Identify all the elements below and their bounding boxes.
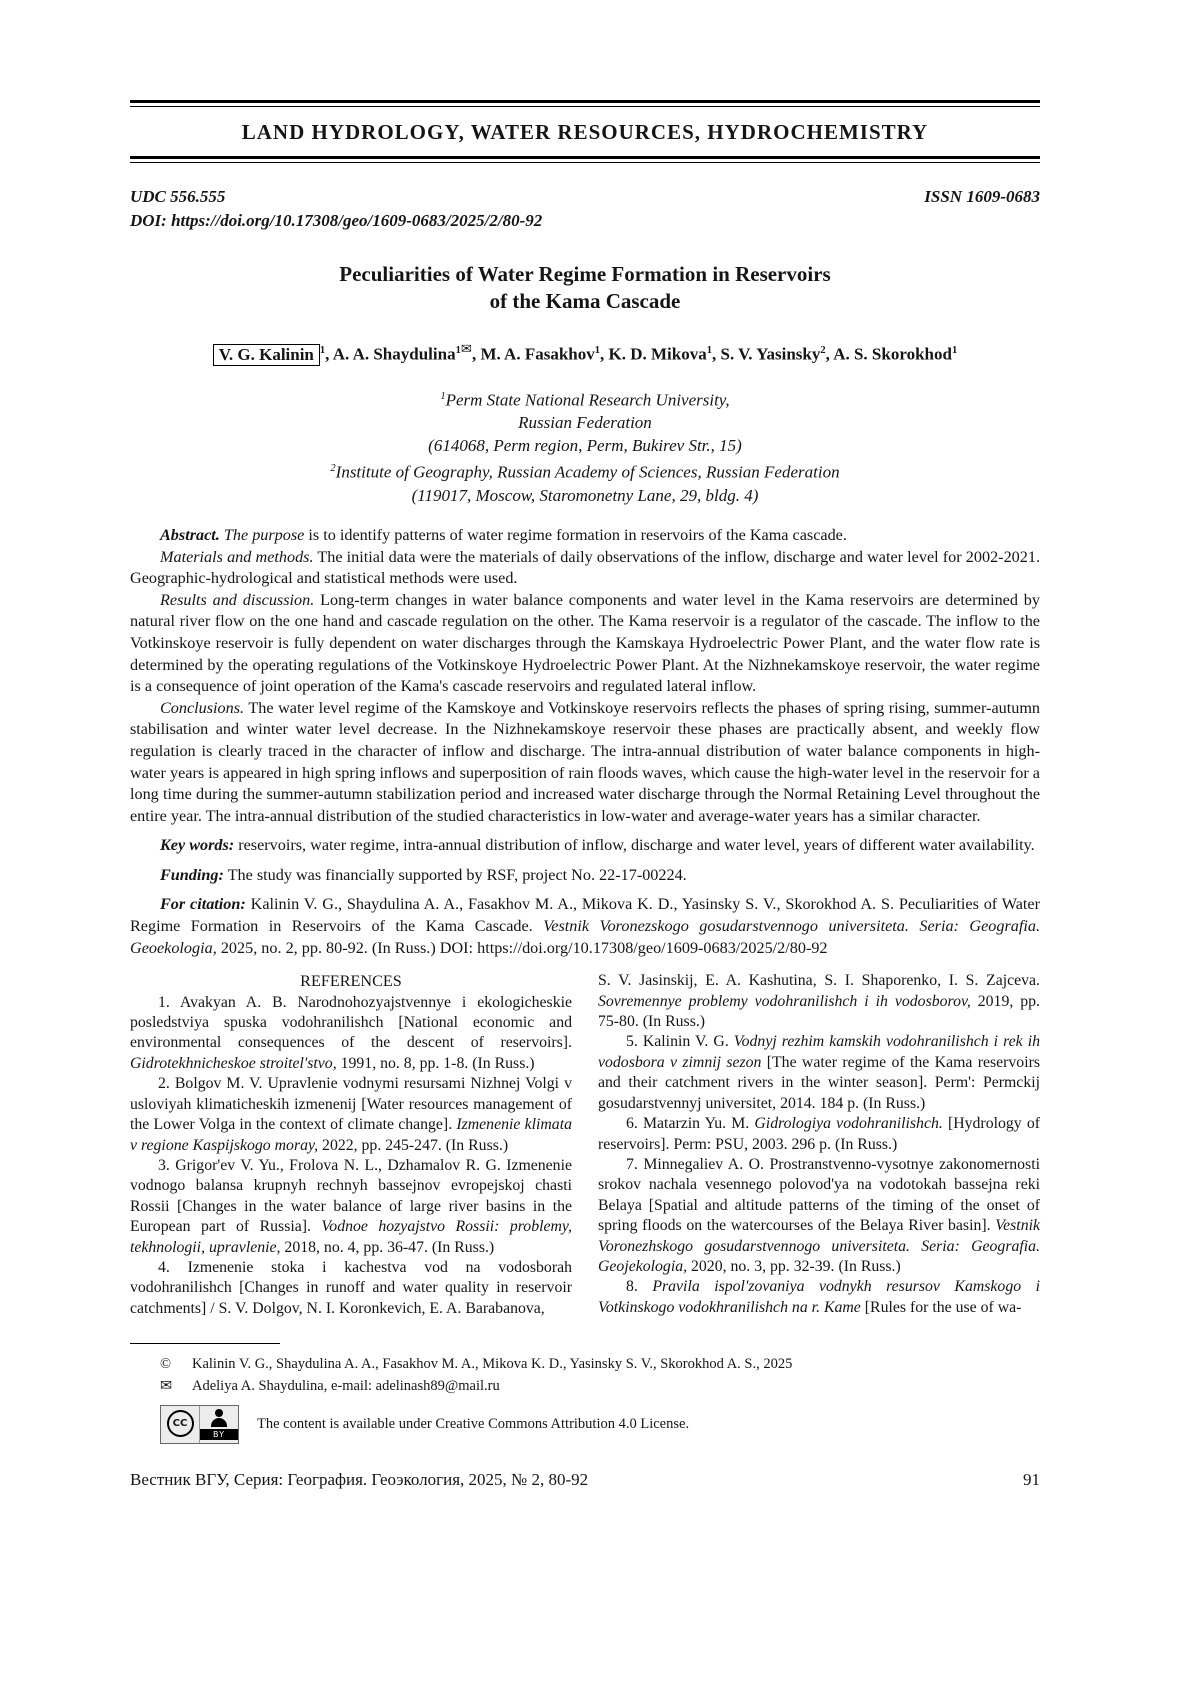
text-segment: Vodnoe hozyajstvo Rossii: problemy, tekhnologii, upravlenie, — [130, 1218, 572, 1256]
copyright-icon: © — [160, 1356, 172, 1373]
citation-paragraph — [130, 894, 1040, 959]
text-segment: Long-term changes in water balance components and water level in the Kama reservoirs are determined by natural river flow on the one hand and cascade regulation on the other. The Kama reservoir is a regulator of the cascade. The inflow to the Votkinskoye reservoir is fully dependent on water discharges through the Kamskaya Hydroelectric Power Plant, and the water flow rate is determined by the operating regulations of the Votkinskoye Hydroelectric Power Plant. At the Nizhnekamskoye reservoir, the water regime is a consequence of joint operation of the Kama's cascade reservoirs and regulated lateral inflow. — [130, 590, 1040, 696]
article-title-line2: of the Kama Cascade — [489, 289, 681, 313]
cc-circle-label: CC — [167, 1410, 194, 1437]
text-segment: Funding: — [160, 865, 224, 884]
text-segment: 6. Matarzin Yu. M. — [626, 1115, 755, 1133]
header-bottom-rule-thin — [130, 162, 1040, 163]
text-segment: The water level regime of the Kamskoye and Votkinskoye reservoirs reflects the phases of spring rising, summer-autumn stabilisation and winter water level decrease. In the Nizhnekamskoye reservoir these phases are practically absent, and weekly flow regulation is clearly traced in the character of inflow and discharge. The intra-annual distribution of water balance components in high-water years is appeared in high spring inflows and superposition of rain floods waves, which cause the high-water level in the reservoir for a long time during the summer-autumn stabilization period and increased water discharge through the Normal Retaining Level throughout the entire year. The intra-annual distribution of the studied characteristics in low-water and average-water years has a similar character. — [130, 698, 1040, 825]
text-segment: [Hydrology of reservoirs]. Perm: PSU, 2003. 296 p. (In Russ.) — [598, 1115, 1040, 1153]
text-segment: Perm State National Research University, — [445, 390, 730, 410]
text-segment: Sovremennye problemy vodohranilishch i ih vodosborov, — [598, 992, 971, 1010]
superscript-marker: 1 — [440, 390, 446, 402]
affiliation-line — [130, 457, 1040, 484]
text-segment: Conclusions. — [160, 698, 245, 717]
superscript-marker: 1 — [594, 345, 601, 356]
text-segment: For citation: — [160, 895, 246, 914]
references-right-column — [598, 971, 1040, 1319]
superscript-marker: 1 — [319, 345, 326, 356]
affiliations-block — [130, 385, 1040, 507]
license-text: The content is available under Creative Commons Attribution 4.0 License. — [257, 1416, 690, 1433]
reference-item-4 — [130, 1258, 572, 1319]
methods-paragraph — [130, 547, 1040, 590]
text-segment: 2020, no. 3, pp. 32-39. (In Russ.) — [687, 1257, 901, 1275]
text-segment: Vestnik Voronezhskogo gosudarstvennogo universiteta. Seria: Geografia. Geojekologia, — [598, 1217, 1040, 1275]
top-rule-thick — [130, 100, 1040, 103]
text-segment: 2022, pp. 245-247. (In Russ.) — [318, 1136, 509, 1154]
mail-icon: ✉ — [160, 1378, 173, 1395]
text-segment: , A. A. Shaydulina — [325, 344, 456, 364]
affiliation-line — [130, 484, 1040, 507]
journal-citation-line: Вестник ВГУ, Серия: География. Геоэкология, 2025, № 2, 80-92 — [130, 1470, 589, 1490]
footnote-divider — [130, 1343, 280, 1344]
meta-row — [130, 187, 1040, 207]
affiliation-line — [130, 434, 1040, 457]
text-segment: Russian Federation — [518, 413, 652, 433]
abstract-paragraph — [130, 525, 1040, 547]
text-segment: 5. Kalinin V. G. — [626, 1033, 734, 1051]
contact-line — [130, 1378, 1040, 1395]
issn-label: ISSN 1609-0683 — [924, 187, 1040, 206]
superscript-marker: 1 — [706, 345, 713, 356]
text-segment: 8. — [626, 1278, 653, 1296]
text-segment: (119017, Moscow, Staromonetny Lane, 29, bldg. 4) — [411, 485, 759, 505]
doi-link[interactable]: DOI: https://doi.org/10.17308/geo/1609-0683/2025/2/80-92 — [130, 211, 543, 230]
contact-email[interactable]: Adeliya A. Shaydulina, e-mail: adelinash89@mail.ru — [192, 1378, 500, 1395]
copyright-text: Kalinin V. G., Shaydulina A. A., Fasakhov M. A., Mikova K. D., Yasinsky S. V., Skorokhod A. S., 2025 — [192, 1356, 793, 1373]
abstract-section — [130, 525, 1040, 959]
text-segment: , S. V. Yasinsky — [712, 344, 821, 364]
results-paragraph — [130, 590, 1040, 698]
article-title-line1: Peculiarities of Water Regime Formation in Reservoirs — [339, 262, 831, 286]
text-segment: [The water regime of the Kama reservoirs and their catchment rivers in the winter season]. Perm': Permckij gosudarstvennyj universitet, 2014. 184 p. (In Russ.) — [598, 1053, 1040, 1112]
footnote-block — [130, 1343, 1040, 1444]
text-segment: The purpose — [223, 525, 305, 544]
reference-item-8 — [598, 1277, 1040, 1318]
reference-item-7 — [598, 1155, 1040, 1277]
superscript-marker: 2 — [330, 463, 336, 475]
boxed-author-name: V. G. Kalinin — [213, 344, 320, 366]
funding-paragraph — [130, 865, 1040, 887]
text-segment: Gidrotekhnicheskoe stroitel'stvo — [130, 1054, 333, 1072]
license-row — [130, 1405, 1040, 1444]
cc-icon — [161, 1406, 199, 1440]
text-segment: Materials and methods. — [160, 547, 314, 566]
text-segment: Vestnik Voronezskogo gosudarstvennogo universiteta. Seria: Geografia. Geoekologia — [130, 917, 1040, 957]
reference-item-1 — [130, 993, 572, 1075]
person-body-shape — [211, 1418, 227, 1427]
text-segment: Vodnyj rezhim kamskih vodohranilishch i rek ih vodosbora v zimnij sezon — [598, 1033, 1040, 1071]
by-strip-label: BY — [200, 1429, 238, 1440]
text-segment: , K. D. Mikova — [600, 344, 707, 364]
text-segment: , 1991, no. 8, pp. 1-8. (In Russ.) — [332, 1054, 535, 1072]
text-segment: 3. Grigor'ev V. Yu., Frolova N. L., Dzhamalov R. G. Izmenenie vodnogo balansa krupnyh rechnyh bassejnov evropejskoj chasti Rossii [Changes in the water balance of large river basins in the European part of Russia]. — [130, 1156, 572, 1236]
journal-footer — [130, 1470, 1040, 1490]
text-segment: , 2025, no. 2, pp. 80-92. (In Russ.) DOI: https://doi.org/10.17308/geo/1609-0683/2025/2/80-92 — [212, 938, 828, 957]
keywords-paragraph — [130, 835, 1040, 857]
reference-item-3 — [130, 1156, 572, 1258]
text-segment: is to identify patterns of water regime formation in reservoirs of the Kama cascade. — [304, 525, 847, 544]
affiliation-line — [130, 411, 1040, 434]
text-segment: reservoirs, water regime, intra-annual distribution of inflow, discharge and water level, years of different water availability. — [234, 836, 1035, 855]
text-segment: , A. S. Skorokhod — [825, 344, 952, 364]
reference-item-6 — [598, 1114, 1040, 1155]
attribution-person-icon — [199, 1406, 238, 1443]
superscript-marker: 1 — [455, 345, 461, 356]
text-segment: Gidrologiya vodohranilishch. — [754, 1115, 943, 1133]
mail-icon: ✉ — [460, 341, 472, 356]
superscript-marker: 1 — [951, 345, 958, 356]
reference-item-5 — [598, 1032, 1040, 1114]
text-segment: The study was financially supported by RSF, project No. 22-17-00224. — [223, 865, 687, 884]
article-title — [130, 261, 1040, 315]
text-segment: 1. Avakyan A. B. Narodnohozyajstvennye i ekologicheskie posledstviya spuska vodohranilishch [National economic and environmental consequences of the descent of reservoirs]. — [130, 993, 572, 1052]
references-heading: REFERENCES — [300, 972, 402, 991]
page-number: 91 — [1023, 1470, 1040, 1490]
copyright-line — [130, 1356, 1040, 1373]
text-segment: 2018, no. 4, pp. 36-47. (In Russ.) — [280, 1238, 495, 1256]
reference-item-4-continued — [598, 971, 1040, 1032]
text-segment: Institute of Geography, Russian Academy of Sciences, Russian Federation — [335, 462, 840, 482]
conclusions-paragraph — [130, 698, 1040, 828]
section-header: LAND HYDROLOGY, WATER RESOURCES, HYDROCHEMISTRY — [241, 120, 929, 144]
text-segment: 2019, pp. 75-80. (In Russ.) — [598, 992, 1040, 1031]
top-rule-thin — [130, 106, 1040, 107]
text-segment: Results and discussion. — [160, 590, 315, 609]
affiliation-line — [130, 385, 1040, 412]
text-segment: [Rules for the use of wa- — [860, 1298, 1022, 1316]
references-columns — [130, 971, 1040, 1319]
text-segment: , M. A. Fasakhov — [471, 344, 595, 364]
text-segment: 2. Bolgov M. V. Upravlenie vodnymi resursami Nizhnej Volgi v usloviyah klimaticheskih izmenenij [Water resources management of the Lower Volga in the context of climate change]. — [130, 1075, 572, 1134]
text-segment: (614068, Perm region, Perm, Bukirev Str., 15) — [428, 436, 742, 456]
text-segment: S. V. Jasinskij, E. A. Kashutina, S. I. Shaporenko, I. S. Zajceva. — [598, 972, 1040, 990]
person-head-shape — [215, 1409, 223, 1417]
text-segment: 4. Izmenenie stoka i kachestva vod na vodosborah vodohranilishch [Changes in runoff and water quality in reservoir catchments] / S. V. Dolgov, N. I. Koronkevich, E. A. Barabanova, — [130, 1258, 572, 1317]
text-segment: The initial data were the materials of daily observations of the inflow, discharge and water level for 2002-2021. Geographic-hydrological and statistical methods were used. — [130, 547, 1040, 588]
references-left-column — [130, 971, 572, 1319]
authors-line — [130, 341, 1040, 365]
text-segment: 7. Minnegaliev A. O. Prostranstvenno-vysotnye zakonomernosti srokov nachala vesennego polovod'ya na vodotokah bassejna reki Belaya [Spatial and altitude patterns of the timing of the onset of spring floods on the watercourses of the Belaya River basin]. — [598, 1155, 1040, 1235]
udc-label: UDC 556.555 — [130, 187, 226, 206]
reference-item-2 — [130, 1074, 572, 1156]
header-bottom-rule-thick — [130, 156, 1040, 159]
text-segment: Abstract. — [160, 525, 220, 544]
cc-by-badge[interactable] — [160, 1405, 239, 1444]
text-segment: Key words: — [160, 836, 235, 855]
text-segment: Pravila ispol'zovaniya vodnykh resursov Kamskogo i Votkinskogo vodokhranilishch na r. Kame — [598, 1278, 1040, 1316]
text-segment: Izmenenie klimata v regione Kaspijskogo moray, — [130, 1116, 572, 1154]
text-segment: Kalinin V. G., Shaydulina A. A., Fasakhov M. A., Mikova K. D., Yasinsky S. V., Skorokhod A. S. Peculiarities of Water Regime Formation in Reservoirs of the Kama Cascade. — [130, 895, 1040, 936]
superscript-marker: 2 — [820, 345, 826, 356]
